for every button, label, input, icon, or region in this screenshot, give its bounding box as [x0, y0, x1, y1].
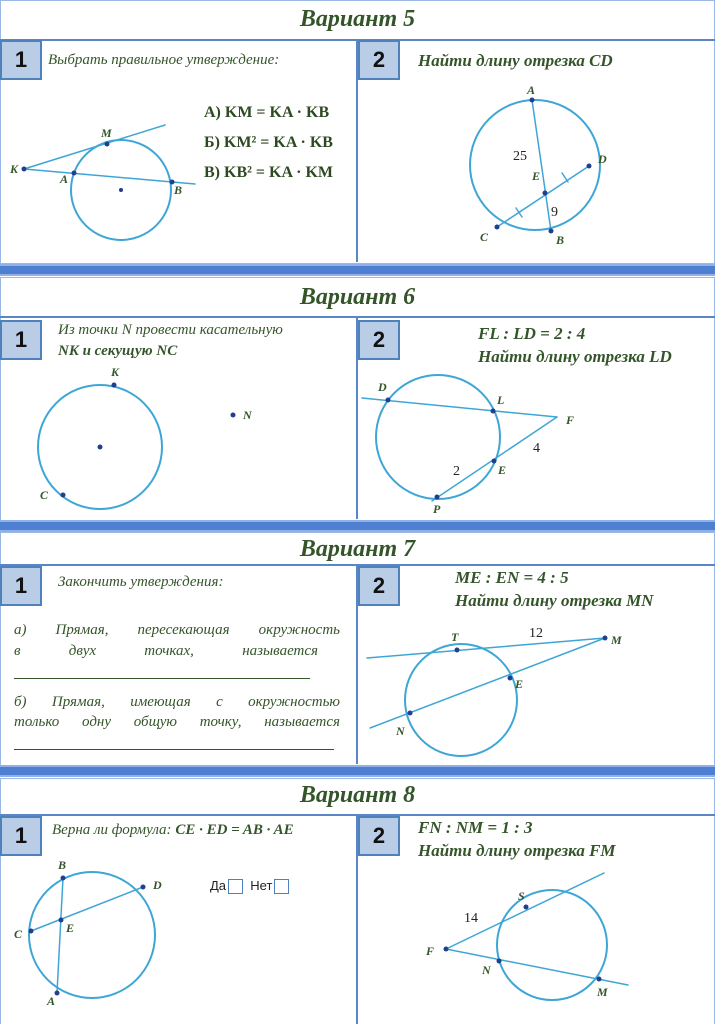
point-label: C [14, 927, 23, 941]
point-label: F [426, 944, 435, 958]
length-label: 2 [453, 464, 460, 479]
tick-mark [562, 173, 568, 182]
point-label: B [58, 858, 67, 872]
option-b: Б) KM² = KA · KB [204, 134, 333, 151]
length-label: 9 [551, 205, 558, 220]
point-label: M [611, 633, 622, 647]
task-text: Выбрать правильное утверждение: [48, 52, 280, 68]
task-number: 2 [358, 566, 400, 606]
variant-title: Вариант 8 [299, 782, 416, 808]
length-label: 25 [513, 149, 527, 164]
point-label: P [433, 502, 441, 516]
no-label: Нет [250, 878, 273, 893]
variant-title: Вариант 7 [299, 536, 416, 562]
point-label: D [598, 152, 607, 166]
length-label: 4 [533, 441, 540, 456]
point-label: N [243, 408, 252, 422]
variant-title: Вариант 6 [299, 284, 416, 310]
task-text: Найти длину отрезка LD [478, 347, 672, 366]
point-label: N [396, 724, 405, 738]
point-label: M [101, 126, 112, 140]
length-label: 14 [464, 911, 478, 926]
task-ratio: ME : EN = 4 : 5 [455, 568, 569, 587]
yes-label: Да [210, 878, 227, 893]
tangent-line [24, 125, 165, 169]
point-label: N [482, 963, 491, 977]
task-text: Найти длину отрезка FM [418, 841, 616, 860]
point-label: A [60, 172, 69, 186]
variant-title: Вариант 5 [299, 6, 416, 32]
task-number: 1 [0, 320, 42, 360]
point-label: D [153, 878, 162, 892]
task-text: Закончить утверждения: [58, 574, 224, 590]
formula: CE · ED = AB · AE [175, 822, 294, 838]
tick-mark [516, 208, 522, 217]
chord-ba [57, 878, 63, 993]
option-c: В) KB² = KA · KM [204, 164, 334, 181]
task-number: 2 [358, 816, 400, 856]
point-label: L [497, 393, 505, 407]
statement-b-line: б) Прямая, имеющая с окружностью [14, 694, 340, 710]
circle [376, 375, 500, 499]
statement-a-line: а) Прямая, пересекающая окружность [14, 622, 340, 638]
point-label: E [515, 677, 524, 691]
circle [29, 872, 155, 998]
point-label: M [597, 985, 608, 999]
chord-ab [532, 100, 551, 231]
task-number: 1 [0, 816, 42, 856]
task-text-line: Из точки N провести касательную [58, 322, 283, 338]
point-label: C [480, 230, 489, 244]
task-text-line: NK и секущую NC [58, 343, 178, 359]
point-label: K [111, 365, 120, 379]
secant-line [362, 398, 557, 417]
task-ratio: FL : LD = 2 : 4 [478, 324, 586, 343]
task-text: Найти длину отрезка MN [455, 591, 654, 610]
circle [405, 644, 517, 756]
point-label: F [566, 413, 575, 427]
task-number: 2 [358, 320, 400, 360]
point-label: E [498, 463, 507, 477]
secant-line [367, 638, 605, 658]
point-label: E [532, 169, 541, 183]
statement-b-line: только одну общую точку, называется [14, 714, 340, 730]
point-label: A [47, 994, 56, 1008]
question: Верна ли формула: [52, 822, 172, 838]
point-label: E [66, 921, 75, 935]
point-label: B [174, 183, 183, 197]
task-number: 1 [0, 40, 42, 80]
circle [497, 890, 607, 1000]
option-a: А) KM = KA · KB [204, 104, 330, 121]
task-text: Найти длину отрезка CD [418, 51, 613, 70]
point-label: A [527, 83, 536, 97]
task-number: 1 [0, 566, 42, 606]
point-label: C [40, 488, 49, 502]
point-label: B [556, 233, 565, 247]
length-label: 12 [529, 626, 543, 641]
point-label: T [451, 630, 459, 644]
point-label: S [518, 889, 525, 903]
point-label: K [10, 162, 19, 176]
task-ratio: FN : NM = 1 : 3 [418, 818, 533, 837]
task-number: 2 [358, 40, 400, 80]
point-label: D [378, 380, 387, 394]
statement-a-line: в двух точках, называется [14, 643, 318, 659]
chord-cd [31, 887, 143, 931]
